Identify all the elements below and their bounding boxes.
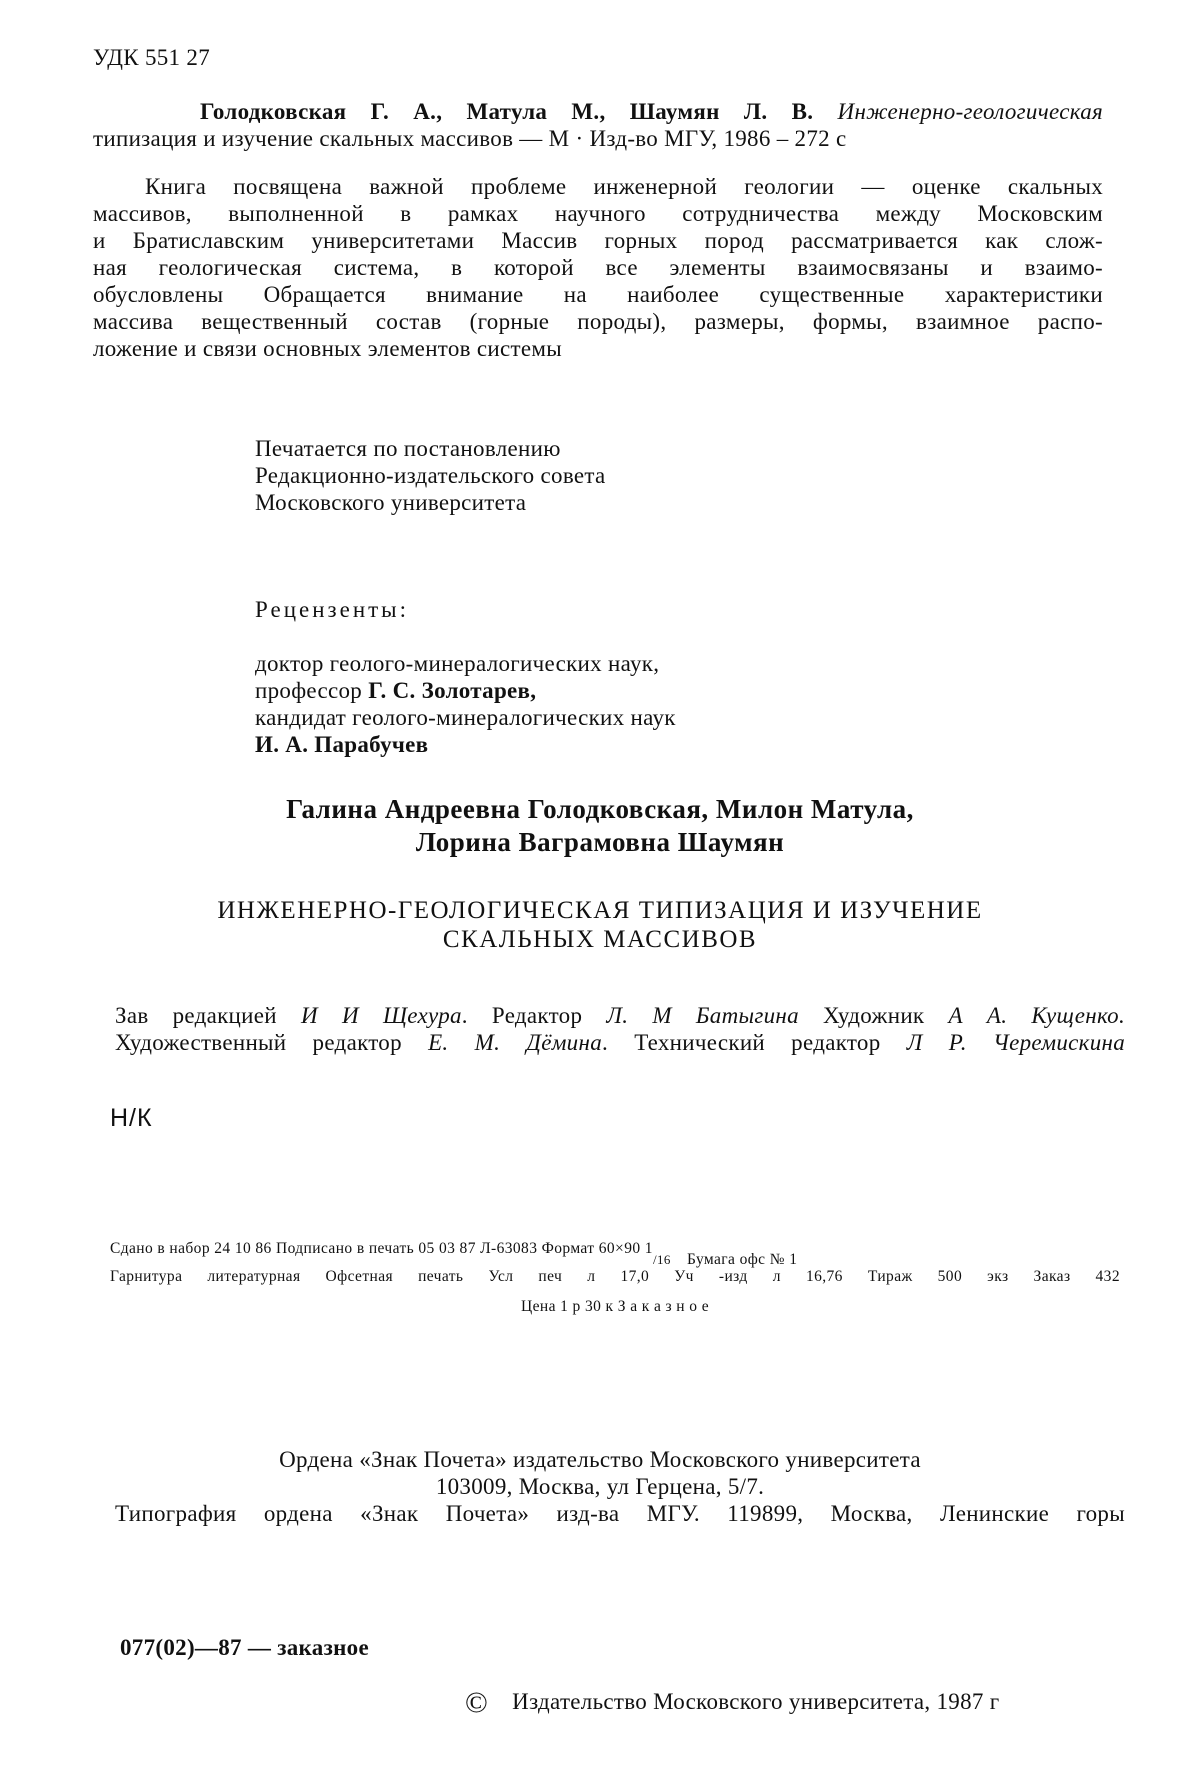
staff-name: А А. Кущенко.	[949, 1003, 1126, 1028]
udk-code: УДК 551 27	[93, 44, 210, 71]
citation-title: Инженерно-геологическая	[838, 99, 1103, 124]
abstract-line: массива вещественный состав (горные породы), размеры, формы, взаимное распо-	[93, 308, 1103, 335]
publication-note-line: Печатается по постановлению	[255, 435, 606, 462]
abstract-line: обусловлены Обращается внимание на наиболее существенные характеристики	[93, 281, 1103, 308]
publication-note-line: Московского университета	[255, 489, 606, 516]
abstract	[93, 173, 1103, 362]
reviewer-1-title: профессор	[255, 678, 362, 703]
imprint-price: Цена 1 р 30 к З а к а з н о е	[110, 1296, 1120, 1318]
book-title-line-1: ИНЖЕНЕРНО-ГЕОЛОГИЧЕСКАЯ ТИПИЗАЦИЯ И ИЗУЧЕНИЕ	[0, 896, 1200, 925]
reviewer-1-degree: доктор геолого-минералогических наук,	[255, 650, 676, 677]
staff-label: Художник	[823, 1003, 924, 1028]
imprint	[110, 1238, 1120, 1288]
staff-name: Е. М. Дёмина	[428, 1030, 602, 1055]
editorial-staff	[115, 1002, 1125, 1056]
abstract-line: и Братиславским университетами Массив горных пород рассматривается как слож-	[93, 227, 1103, 254]
full-authors-line-2: Лорина Ваграмовна Шаумян	[0, 826, 1200, 859]
publisher-line-1: Ордена «Знак Почета» издательство Московского университета	[0, 1446, 1200, 1473]
publication-note	[255, 435, 606, 516]
order-code: 077(02)—87 — заказное	[120, 1634, 369, 1661]
copyright	[465, 1688, 999, 1716]
staff-label: Зав редакцией	[115, 1003, 277, 1028]
full-authors-line-1: Галина Андреевна Голодковская, Милон Матула,	[0, 793, 1200, 826]
imprint-print-data: Сдано в набор 24 10 86 Подписано в печать 05 03 87 Л-63083 Формат 60×90 1	[110, 1240, 653, 1257]
reviewer-2-name: И. А. Парабучев	[255, 731, 676, 758]
citation	[93, 98, 1103, 152]
publisher	[0, 1446, 1200, 1500]
staff-label: . Технический редактор	[602, 1030, 881, 1055]
imprint-format-sub: /16	[653, 1252, 671, 1267]
reviewer-2-degree: кандидат геолого-минералогических наук	[255, 704, 676, 731]
staff-name: Л. М Батыгина	[606, 1003, 799, 1028]
copyright-icon: ©	[465, 1686, 488, 1719]
reviewer-1-name: Г. С. Золотарев,	[368, 678, 536, 703]
abstract-line: массивов, выполненной в рамках научного сотрудничества между Московским	[93, 200, 1103, 227]
book-title-line-2: СКАЛЬНЫХ МАССИВОВ	[0, 925, 1200, 954]
publication-note-line: Редакционно-издательского совета	[255, 462, 606, 489]
imprint-line-2: Гарнитура литературная Офсетная печать Усл печ л 17,0 Уч -изд л 16,76 Тираж 500 экз Заказ 432	[110, 1266, 1120, 1288]
full-authors	[0, 793, 1200, 859]
reviewer-1	[255, 677, 676, 704]
staff-line-1	[115, 1002, 1125, 1029]
citation-authors: Голодковская Г. А., Матула М., Шаумян Л. В.	[200, 99, 813, 124]
book-title	[0, 896, 1200, 954]
staff-name: Л Р. Черемискина	[907, 1030, 1125, 1055]
staff-label: Художественный редактор	[115, 1030, 402, 1055]
nk-mark: Н/К	[110, 1104, 153, 1133]
publisher-line-2: 103009, Москва, ул Герцена, 5/7.	[0, 1473, 1200, 1500]
page	[0, 0, 1200, 1779]
citation-line-2: типизация и изучение скальных массивов — М · Изд-во МГУ, 1986 – 272 с	[93, 125, 1103, 152]
reviewers-heading: Рецензенты:	[255, 596, 409, 623]
staff-label: . Редактор	[462, 1003, 582, 1028]
printing-house	[115, 1500, 1125, 1527]
abstract-line: ная геологическая система, в которой все элементы взаимосвязаны и взаимо-	[93, 254, 1103, 281]
imprint-paper: Бумага офс № 1	[687, 1251, 797, 1268]
abstract-line: Книга посвящена важной проблеме инженерной геологии — оценке скальных	[93, 173, 1103, 200]
reviewers-list	[255, 650, 676, 758]
copyright-text: Издательство Московского университета, 1987 г	[512, 1689, 999, 1714]
citation-line-1	[93, 98, 1103, 125]
abstract-line: ложение и связи основных элементов системы	[93, 335, 1103, 362]
staff-name: И И Щехура	[301, 1003, 462, 1028]
publisher-line-3: Типография ордена «Знак Почета» изд-ва МГУ. 119899, Москва, Ленинские горы	[115, 1500, 1125, 1527]
imprint-line-1	[110, 1238, 1120, 1260]
staff-line-2	[115, 1029, 1125, 1056]
